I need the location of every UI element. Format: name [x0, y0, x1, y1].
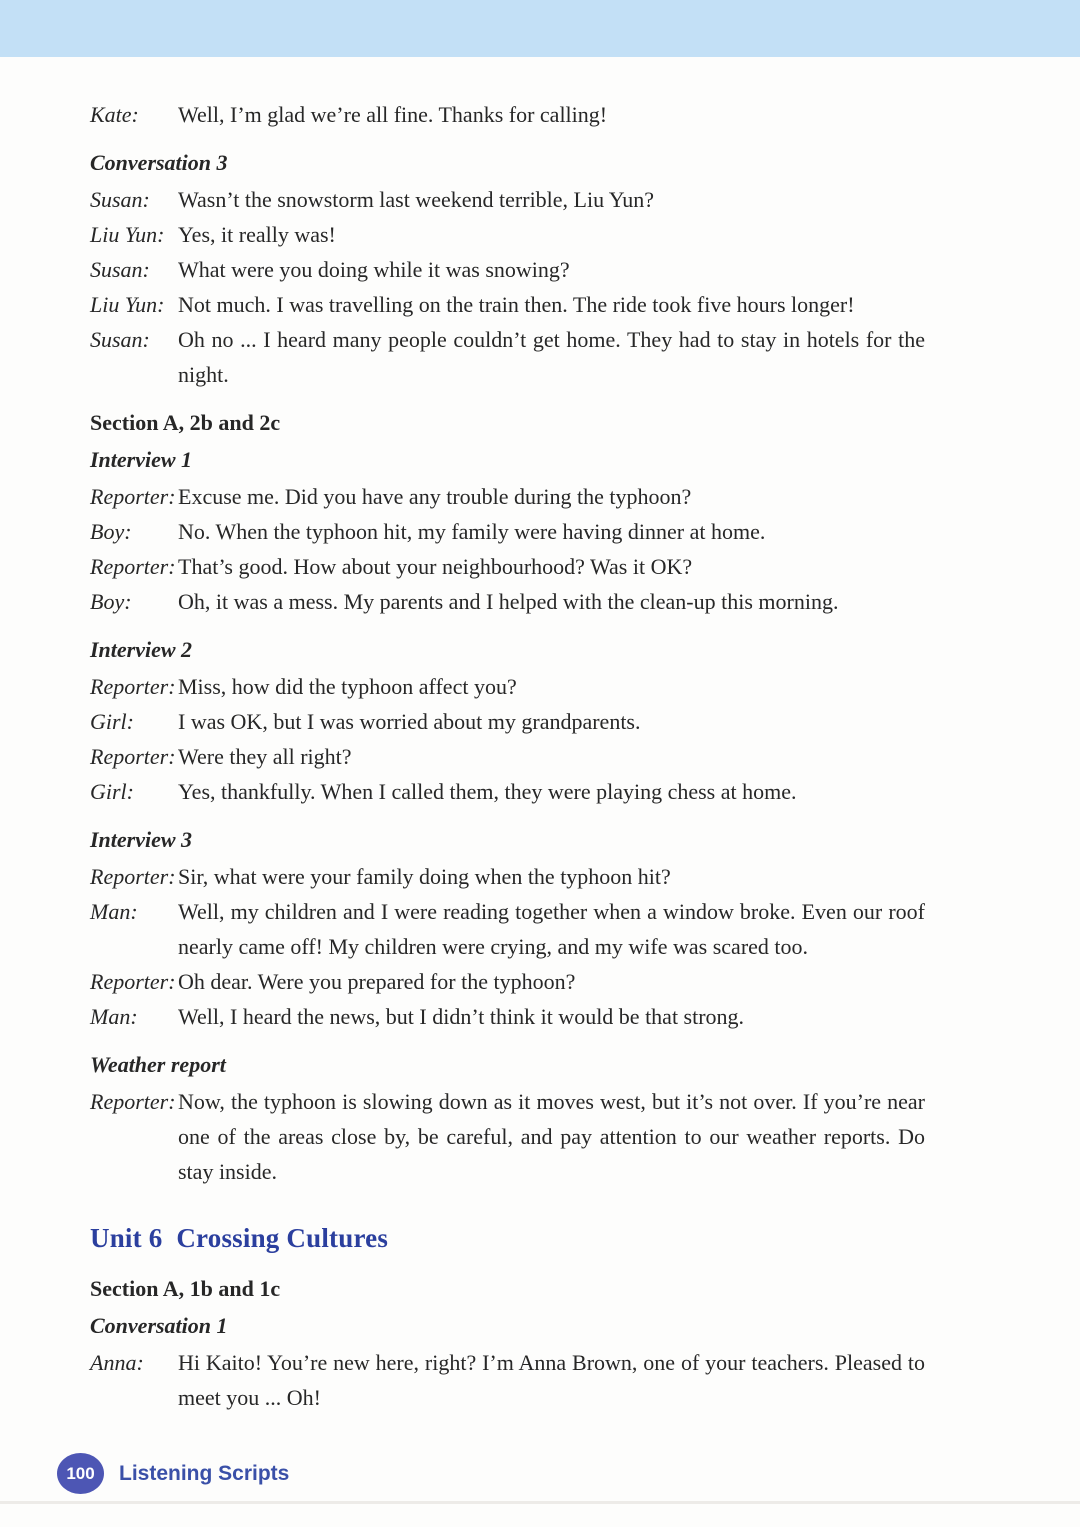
- dialogue-line: [90, 894, 925, 964]
- utterance-text: Oh dear. Were you prepared for the typhoon?: [178, 969, 576, 994]
- utterance-text: Well, I heard the news, but I didn’t think it would be that strong.: [178, 1004, 745, 1029]
- dialogue-line: [90, 739, 925, 774]
- utterance-text: Well, my children and I were reading together when a window broke. Even our roof nearly came off! My children were crying, and my wife was scared too.: [178, 899, 925, 959]
- utterance-text: Oh no ... I heard many people couldn’t get home. They had to stay in hotels for the night.: [178, 327, 925, 387]
- page-footer: [57, 1453, 289, 1494]
- speaker-label: Man:: [90, 1004, 138, 1029]
- listening-script-content: [0, 57, 1080, 1415]
- utterance-text: What were you doing while it was snowing?: [178, 257, 570, 282]
- section-heading: Section A, 2b and 2c: [90, 410, 281, 435]
- footer-section-title: Listening Scripts: [119, 1461, 290, 1485]
- dialogue-line: [90, 859, 925, 894]
- utterance-text: No. When the typhoon hit, my family were having dinner at home.: [178, 519, 766, 544]
- dialogue-line: [90, 97, 925, 132]
- speaker-label: Liu Yun:: [90, 292, 165, 317]
- utterance-text: Hi Kaito! You’re new here, right? I’m Anna Brown, one of your teachers. Pleased to meet you ... Oh!: [178, 1350, 925, 1410]
- speaker-label: Girl:: [90, 779, 134, 804]
- speaker-label: Reporter:: [90, 744, 176, 769]
- speaker-label: Reporter:: [90, 969, 176, 994]
- speaker-label: Reporter:: [90, 864, 176, 889]
- utterance-text: Now, the typhoon is slowing down as it moves west, but it’s not over. If you’re near one of the areas close by, be careful, and pay attention to our weather reports. Do stay inside.: [178, 1089, 925, 1184]
- dialogue-line: [90, 669, 925, 704]
- subheading-heading: Interview 2: [90, 637, 193, 662]
- dialogue-line: [90, 182, 925, 217]
- dialogue-line: [90, 549, 925, 584]
- subheading-heading: Conversation 3: [90, 150, 228, 175]
- dialogue-line: [90, 252, 925, 287]
- header-bar: [0, 0, 1080, 57]
- speaker-label: Susan:: [90, 257, 150, 282]
- dialogue-line: [90, 964, 925, 999]
- speaker-label: Reporter:: [90, 1089, 176, 1114]
- dialogue-line: [90, 584, 925, 619]
- utterance-text: Excuse me. Did you have any trouble during the typhoon?: [178, 484, 692, 509]
- speaker-label: Reporter:: [90, 484, 176, 509]
- speaker-label: Susan:: [90, 327, 150, 352]
- speaker-label: Liu Yun:: [90, 222, 165, 247]
- dialogue-line: [90, 704, 925, 739]
- dialogue-line: [90, 217, 925, 252]
- dialogue-line: [90, 514, 925, 549]
- dialogue-line: [90, 322, 925, 392]
- utterance-text: Were they all right?: [178, 744, 352, 769]
- subheading-heading: Interview 1: [90, 447, 193, 472]
- speaker-label: Kate:: [90, 102, 139, 127]
- utterance-text: Yes, thankfully. When I called them, they were playing chess at home.: [178, 779, 797, 804]
- speaker-label: Boy:: [90, 589, 132, 614]
- dialogue-line: [90, 1345, 925, 1415]
- utterance-text: Miss, how did the typhoon affect you?: [178, 674, 517, 699]
- utterance-text: Well, I’m glad we’re all fine. Thanks for calling!: [178, 102, 608, 127]
- speaker-label: Man:: [90, 899, 138, 924]
- dialogue-line: [90, 287, 925, 322]
- page-number-badge: 100: [57, 1453, 104, 1494]
- scan-artifact-line: [0, 1501, 1080, 1504]
- dialogue-line: [90, 774, 925, 809]
- subheading-heading: Conversation 1: [90, 1313, 228, 1338]
- utterance-text: Sir, what were your family doing when the typhoon hit?: [178, 864, 671, 889]
- section-heading: Section A, 1b and 1c: [90, 1276, 281, 1301]
- speaker-label: Boy:: [90, 519, 132, 544]
- dialogue-line: [90, 479, 925, 514]
- utterance-text: I was OK, but I was worried about my grandparents.: [178, 709, 641, 734]
- utterance-text: Wasn’t the snowstorm last weekend terrible, Liu Yun?: [178, 187, 655, 212]
- unit-heading: Unit 6 Crossing Cultures: [90, 1223, 389, 1253]
- subheading-heading: Weather report: [90, 1052, 226, 1077]
- utterance-text: Yes, it really was!: [178, 222, 336, 247]
- speaker-label: Anna:: [90, 1350, 144, 1375]
- subheading-heading: Interview 3: [90, 827, 193, 852]
- speaker-label: Reporter:: [90, 554, 176, 579]
- dialogue-line: [90, 1084, 925, 1189]
- utterance-text: Oh, it was a mess. My parents and I helped with the clean-up this morning.: [178, 589, 839, 614]
- speaker-label: Reporter:: [90, 674, 176, 699]
- dialogue-line: [90, 999, 925, 1034]
- speaker-label: Girl:: [90, 709, 134, 734]
- utterance-text: That’s good. How about your neighbourhood? Was it OK?: [178, 554, 693, 579]
- utterance-text: Not much. I was travelling on the train then. The ride took five hours longer!: [178, 292, 855, 317]
- speaker-label: Susan:: [90, 187, 150, 212]
